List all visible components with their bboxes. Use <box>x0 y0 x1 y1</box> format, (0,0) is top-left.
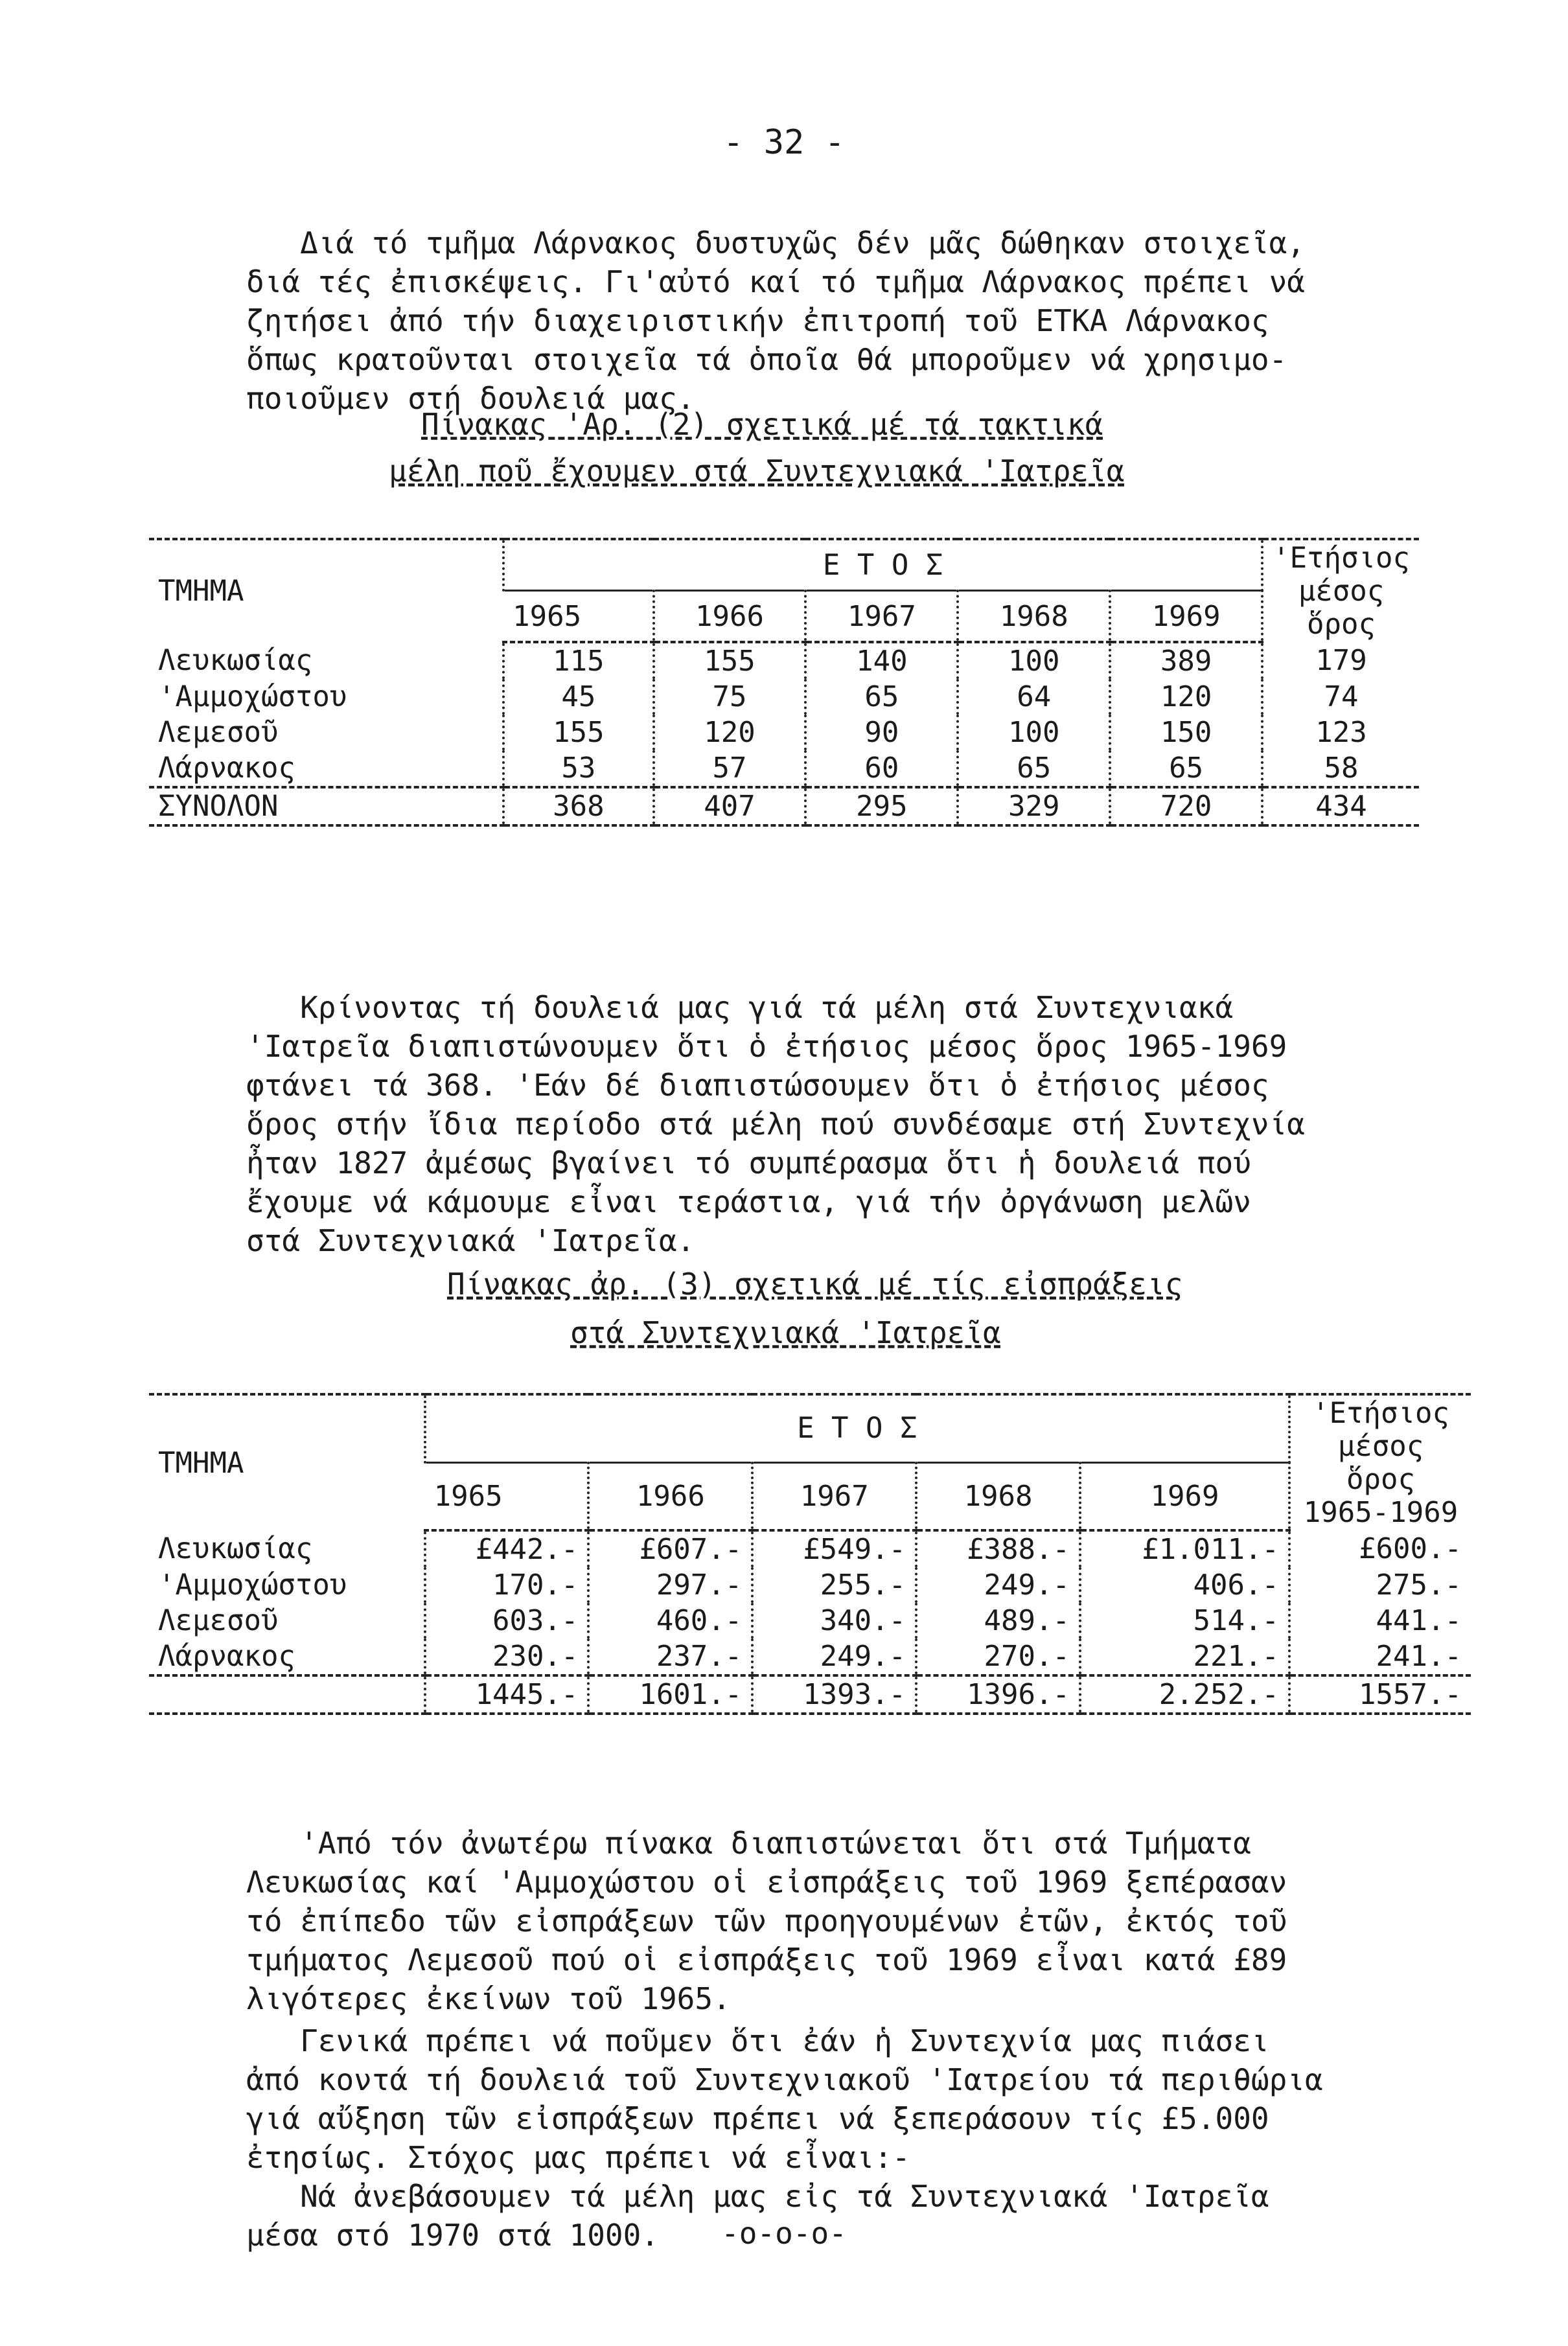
value-cell: 249.- <box>916 1567 1080 1603</box>
value-cell: 270.- <box>916 1639 1080 1675</box>
value-cell: 65 <box>958 750 1110 787</box>
dept-cell: Λάρνακος <box>149 750 503 787</box>
total-cell: 368 <box>503 787 653 825</box>
table3-year: 1965 <box>425 1462 589 1530</box>
table-total-row <box>149 1675 1471 1714</box>
value-cell: 58 <box>1262 750 1419 787</box>
paragraph-members-analysis: Κρίνοντας τή δουλειά μας γιά τά μέλη στά Συντεχνιακά 'Ιατρεῖα διαπιστώνουμεν ὅτι ὁ ἐτήσιος μέσος ὅρος 1965-1969 φτάνει τά 368. 'Εάν δέ διαπιστώσουμεν ὅτι ὁ ἐτήσιος μέσος ὅρος στήν ἴδια περίοδο στά μέλη πού συνδέσαμε στή Συντεχνία ἦταν 1827 ἀμέσως βγαίνει τό συμπέρασμα ὅτι ἡ δουλειά πού ἔχουμε νά κάμουμε εἶναι τεράστια, γιά τήν ὀργάνωση μελῶν στά Συντεχνιακά 'Ιατρεῖα. <box>246 990 1305 1258</box>
value-cell: 603.- <box>425 1603 589 1639</box>
dept-cell: 'Αμμοχώστου <box>158 1569 347 1602</box>
table-total-row <box>149 787 1419 825</box>
value-cell: 389 <box>1110 642 1262 679</box>
dept-cell: Λευκωσίας <box>158 1532 313 1565</box>
table3-year: 1968 <box>916 1462 1080 1530</box>
value-cell: 489.- <box>916 1603 1080 1639</box>
value-cell: 60 <box>805 750 958 787</box>
value-cell: 90 <box>805 715 958 750</box>
value-cell: 340.- <box>752 1603 916 1639</box>
total-label <box>149 1675 425 1714</box>
table3-year: 1966 <box>588 1462 752 1530</box>
end-separator: -o-o-o- <box>721 2216 847 2251</box>
value-cell: 74 <box>1262 679 1419 715</box>
table3-avg-header: 'Ετήσιος μέσος ὅρος 1965-1969 <box>1289 1394 1471 1530</box>
total-cell: 1396.- <box>916 1675 1080 1714</box>
value-cell: 514.- <box>1080 1603 1289 1639</box>
table3-year-header: Ε Τ Ο Σ <box>425 1394 1289 1462</box>
value-cell: £600.- <box>1289 1530 1471 1567</box>
value-cell: 100 <box>958 715 1110 750</box>
value-cell: 221.- <box>1080 1639 1289 1675</box>
total-cell: 1393.- <box>752 1675 916 1714</box>
table2-dept-header: ΤΜΗΜΑ <box>149 539 503 642</box>
value-cell: 123 <box>1262 715 1419 750</box>
value-cell: £388.- <box>916 1530 1080 1567</box>
value-cell: 230.- <box>425 1639 589 1675</box>
table2-year-header: Ε Τ Ο Σ <box>503 539 1262 591</box>
value-cell: 120 <box>654 715 806 750</box>
total-cell: 2.252.- <box>1080 1675 1289 1714</box>
value-cell: 120 <box>1110 679 1262 715</box>
value-cell: 75 <box>654 679 806 715</box>
dept-cell: 'Αμμοχώστου <box>158 680 347 713</box>
value-cell: £442.- <box>425 1530 589 1567</box>
table-row <box>149 1567 1471 1603</box>
value-cell: 115 <box>503 642 653 679</box>
paragraph-larnaca-statistics: Διά τό τμῆμα Λάρνακος δυστυχῶς δέν μᾶς δώθηκαν στοιχεῖα, διά τές ἐπισκέψεις. Γι'αὐτό καί τό τμῆμα Λάρνακος πρέπει νά ζητήσει ἀπό τήν διαχειριστικήν ἐπιτροπή τοῦ ΕΤΚΑ Λάρνακος ὅπως κρατοῦνται στοιχεῖα τά ὁποῖα θά μποροῦμεν νά χρησιμο- ποιοῦμεν στή δουλειά μας. <box>246 225 1305 416</box>
value-cell: 155 <box>654 642 806 679</box>
value-cell: 45 <box>503 679 653 715</box>
table-row <box>149 1530 1471 1567</box>
value-cell: 140 <box>805 642 958 679</box>
value-cell: 237.- <box>588 1639 752 1675</box>
table2-year: 1966 <box>654 591 806 643</box>
table2-year: 1965 <box>503 591 653 643</box>
total-cell: 1601.- <box>588 1675 752 1714</box>
table3-year: 1967 <box>752 1462 916 1530</box>
value-cell: 150 <box>1110 715 1262 750</box>
table2-caption-line1: Πίνακας 'Αρ. (2) σχετικά μέ τά τακτικά <box>421 407 1103 442</box>
value-cell: £1.011.- <box>1080 1530 1289 1567</box>
total-cell: 329 <box>958 787 1110 825</box>
page-number: - 32 - <box>723 123 845 162</box>
members-table <box>149 538 1419 827</box>
value-cell: 100 <box>958 642 1110 679</box>
total-cell: 1557.- <box>1289 1675 1471 1714</box>
value-cell: 65 <box>805 679 958 715</box>
value-cell: 249.- <box>752 1639 916 1675</box>
dept-cell: Λάρνακος <box>149 1639 425 1675</box>
value-cell: 53 <box>503 750 653 787</box>
table-row <box>149 1603 1471 1639</box>
value-cell: 255.- <box>752 1567 916 1603</box>
value-cell: 297.- <box>588 1567 752 1603</box>
value-cell: £549.- <box>752 1530 916 1567</box>
value-cell: 179 <box>1262 642 1419 679</box>
total-label: ΣΥΝΟΛΟΝ <box>149 787 503 825</box>
table2-avg-header: 'Ετήσιος μέσος ὅρος <box>1262 539 1419 642</box>
table-row <box>149 1639 1471 1675</box>
value-cell: 406.- <box>1080 1567 1289 1603</box>
table-row <box>149 679 1419 715</box>
table2-year: 1967 <box>805 591 958 643</box>
table-row <box>149 642 1419 679</box>
paragraph-conclusion: Γενικά πρέπει νά ποῦμεν ὅτι ἐάν ἡ Συντεχνία μας πιάσει ἀπό κοντά τή δουλειά τοῦ Συντεχνιακοῦ 'Ιατρείου τά περιθώρια γιά αὔξηση τῶν εἰσπράξεων πρέπει νά ξεπεράσουν τίς £5.000 ἐτησίως. Στόχος μας πρέπει νά εἶναι:- Νά ἀνεβάσουμεν τά μέλη μας εἰς τά Συντεχνιακά 'Ιατρεῖα μέσα στό 1970 στά 1000. <box>246 2023 1323 2253</box>
table3-year: 1969 <box>1080 1462 1289 1530</box>
table2-year: 1968 <box>958 591 1110 643</box>
paragraph-receipts-analysis: 'Από τόν ἀνωτέρω πίνακα διαπιστώνεται ὅτι στά Τμήματα Λευκωσίας καί 'Αμμοχώστου οἱ εἰσπράξεις τοῦ 1969 ξεπέρασαν τό ἐπίπεδο τῶν εἰσπράξεων τῶν προηγουμένων ἐτῶν, ἐκτός τοῦ τμήματος Λεμεσοῦ πού οἱ εἰσπράξεις τοῦ 1969 εἶναι κατά £89 λιγότερες ἐκείνων τοῦ 1965. <box>246 1826 1287 2016</box>
value-cell: 275.- <box>1289 1567 1471 1603</box>
receipts-table <box>149 1393 1471 1715</box>
dept-cell: Λεμεσοῦ <box>158 1604 279 1637</box>
value-cell: 65 <box>1110 750 1262 787</box>
value-cell: 441.- <box>1289 1603 1471 1639</box>
value-cell: 241.- <box>1289 1639 1471 1675</box>
total-cell: 407 <box>654 787 806 825</box>
table-row <box>149 750 1419 787</box>
dept-cell: Λεμεσοῦ <box>158 716 279 749</box>
value-cell: 57 <box>654 750 806 787</box>
total-cell: 720 <box>1110 787 1262 825</box>
table-row <box>149 715 1419 750</box>
total-cell: 295 <box>805 787 958 825</box>
value-cell: 460.- <box>588 1603 752 1639</box>
table3-caption-line1: Πίνακας ἀρ. (3) σχετικά μέ τίς εἰσπράξεις <box>447 1267 1183 1302</box>
table3-dept-header: ΤΜΗΜΑ <box>149 1394 425 1530</box>
value-cell: £607.- <box>588 1530 752 1567</box>
total-cell: 1445.- <box>425 1675 589 1714</box>
table3-caption-line2: στά Συντεχνιακά 'Ιατρεῖα <box>570 1315 1001 1350</box>
value-cell: 64 <box>958 679 1110 715</box>
value-cell: 170.- <box>425 1567 589 1603</box>
value-cell: 155 <box>503 715 653 750</box>
total-cell: 434 <box>1262 787 1419 825</box>
dept-cell: Λευκωσίας <box>158 644 313 677</box>
table2-year: 1969 <box>1110 591 1262 643</box>
table2-caption-line2: μέλη ποῦ ἔχουμεν στά Συντεχνιακά 'Ιατρεῖα <box>389 454 1125 489</box>
